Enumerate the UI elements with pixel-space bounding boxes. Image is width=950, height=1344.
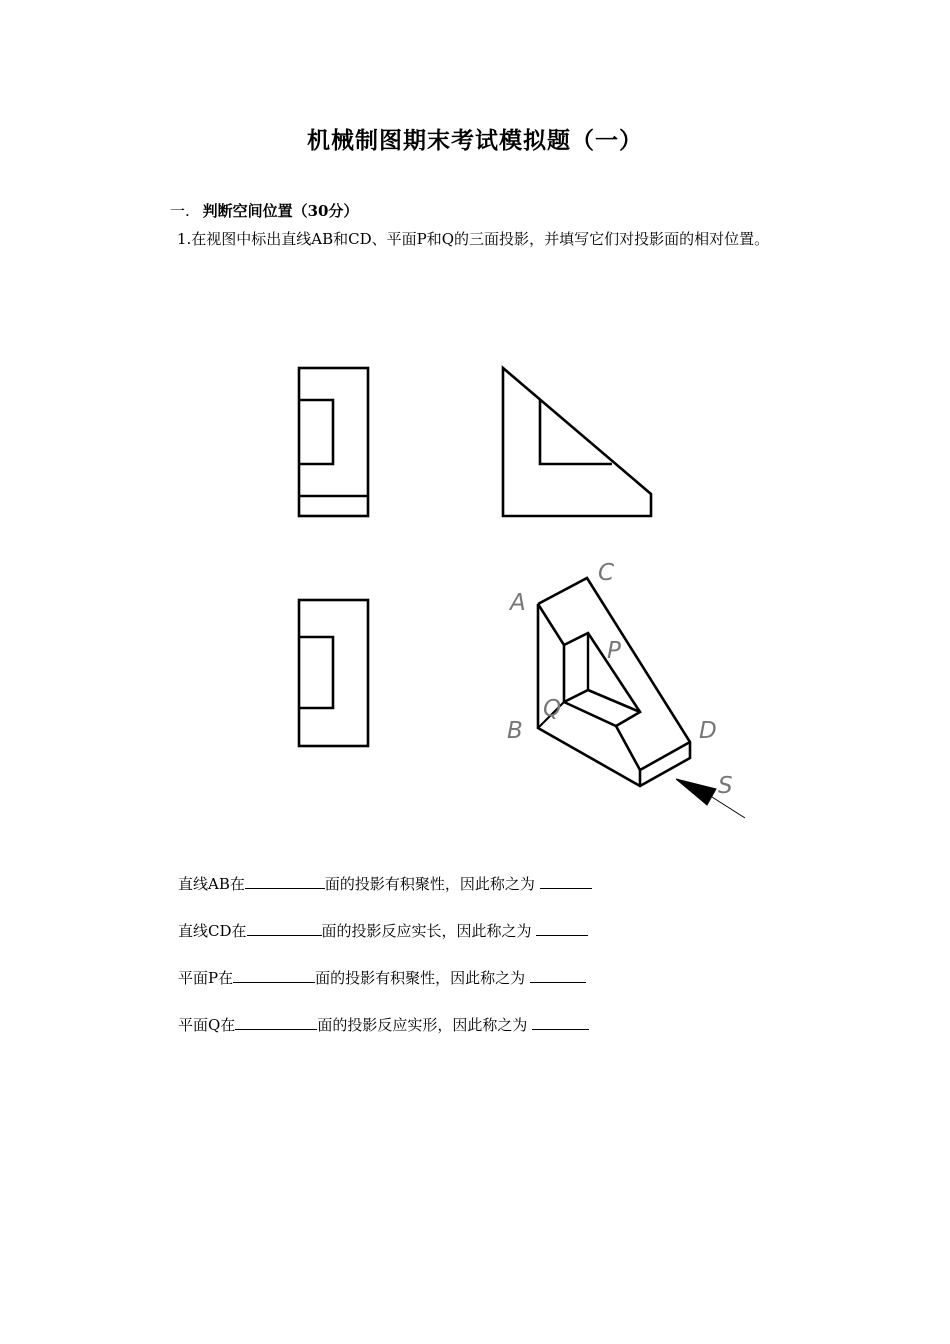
front-view xyxy=(299,368,368,516)
answer-prefix: 平面Q在 xyxy=(178,1016,236,1034)
answer-prefix: 平面P在 xyxy=(178,969,234,987)
blank-field[interactable] xyxy=(235,1014,317,1030)
blank-field[interactable] xyxy=(247,920,322,936)
label-q: Q xyxy=(543,696,562,722)
answer-middle: 面的投影反应实长，因此称之为 xyxy=(321,922,532,940)
answer-line-p xyxy=(178,967,586,988)
blank-field[interactable] xyxy=(540,873,592,889)
label-b: B xyxy=(507,718,523,744)
answer-middle: 面的投影有积聚性，因此称之为 xyxy=(324,875,535,893)
blank-field[interactable] xyxy=(530,967,586,983)
answer-line-cd xyxy=(178,920,588,941)
answer-prefix: 直线CD在 xyxy=(178,922,247,940)
section-number: 一. xyxy=(170,202,190,220)
answer-middle: 面的投影有积聚性，因此称之为 xyxy=(315,969,526,987)
answer-prefix: 直线AB在 xyxy=(178,875,245,893)
answer-line-q xyxy=(178,1014,589,1035)
top-view xyxy=(299,600,368,746)
label-s: S xyxy=(718,773,733,799)
page-title: 机械制图期末考试模拟题（一） xyxy=(307,127,643,154)
blank-field[interactable] xyxy=(233,967,315,983)
section-label: 判断空间位置（30分） xyxy=(202,202,359,220)
view-direction-arrow xyxy=(676,779,745,818)
label-a: A xyxy=(510,590,526,616)
answer-line-ab xyxy=(178,873,592,894)
label-d: D xyxy=(699,718,717,744)
label-c: C xyxy=(598,560,615,586)
blank-field[interactable] xyxy=(532,1014,589,1030)
blank-field[interactable] xyxy=(245,873,325,889)
side-view xyxy=(503,368,651,516)
answer-middle: 面的投影反应实形，因此称之为 xyxy=(317,1016,528,1034)
blank-field[interactable] xyxy=(536,920,588,936)
label-p: P xyxy=(607,638,621,664)
question-text: 1.在视图中标出直线AB和CD、平面P和Q的三面投影，并填写它们对投影面的相对位置。 xyxy=(177,230,770,248)
isometric-view xyxy=(538,578,690,786)
